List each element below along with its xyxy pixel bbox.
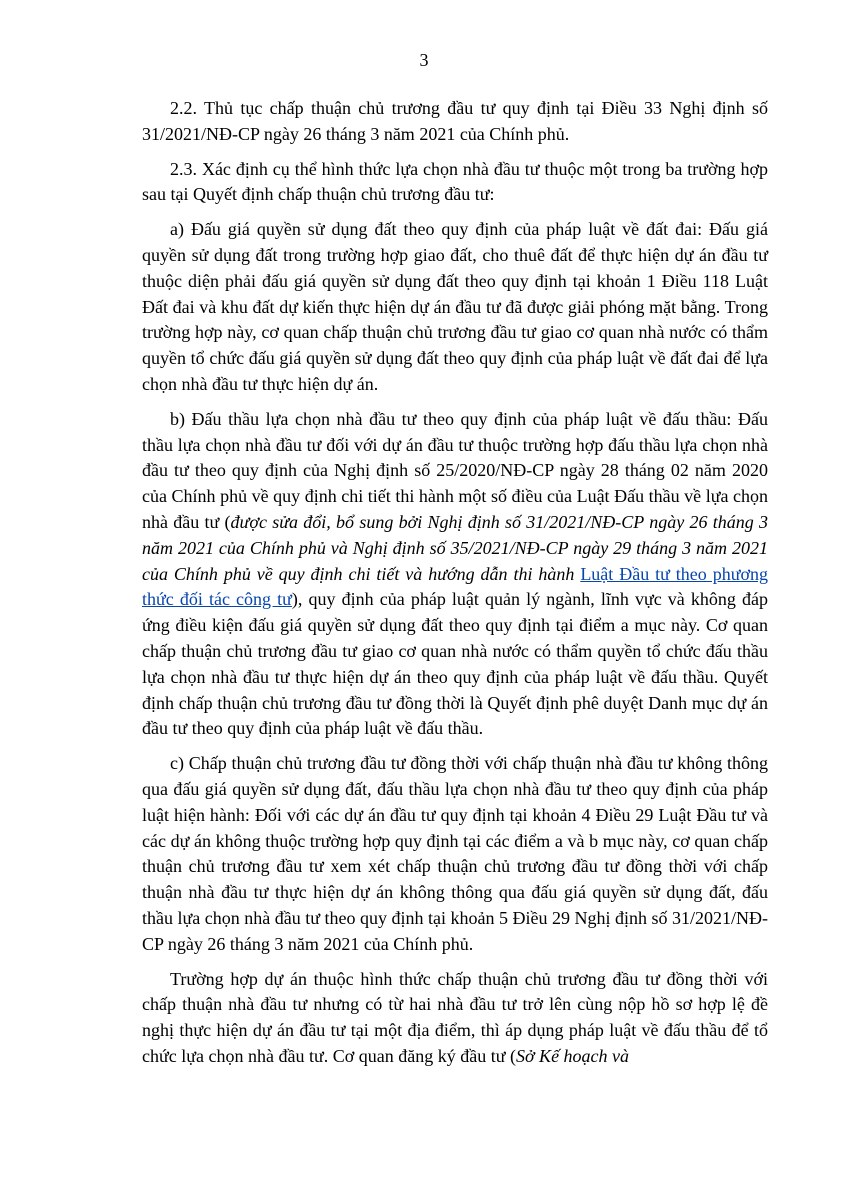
paragraph-a: a) Đấu giá quyền sử dụng đất theo quy định của pháp luật về đất đai: Đấu giá quyền sử dụng đất trong trường hợp giao đất, cho thuê đất để thực hiện dự án đầu tư thuộc diện phải đấu giá quyền sử dụng đất theo quy định tại khoản 1 Điều 118 Luật Đất đai và khu đất dự kiến thực hiện dự án đầu tư đã được giải phóng mặt bằng. Trong trường hợp này, cơ quan chấp thuận chủ trương đầu tư giao cơ quan nhà nước có thẩm quyền tổ chức đấu giá quyền sử dụng đất theo quy định của pháp luật về đất đai để lựa chọn nhà đầu tư thực hiện dự án. <box>142 219 768 394</box>
paragraph-case <box>142 967 768 1070</box>
paragraph-c: c) Chấp thuận chủ trương đầu tư đồng thời với chấp thuận nhà đầu tư không thông qua đấu giá quyền sử dụng đất, đấu thầu lựa chọn nhà đầu tư theo quy định của pháp luật hiện hành: Đối với các dự án đầu tư quy định tại khoản 4 Điều 29 Luật Đầu tư và các dự án không thuộc trường hợp quy định tại các điểm a và b mục này, cơ quan chấp thuận chủ trương đầu tư xem xét chấp thuận chủ trương đầu tư đồng thời với chấp thuận nhà đầu tư thực hiện dự án không thông qua đấu giá quyền sử dụng đất, đấu thầu lựa chọn nhà đầu tư theo quy định tại khoản 5 Điều 29 Nghị định số 31/2021/NĐ-CP ngày 26 tháng 3 năm 2021 của Chính phủ. <box>142 753 768 954</box>
paragraph-b-text: b) Đấu thầu lựa chọn nhà đầu tư theo quy định của pháp luật về đấu thầu: Đấu thầu lựa chọn nhà đầu tư đối với dự án đầu tư thuộc trường hợp đấu thầu lựa chọn nhà đầu tư theo quy định của Nghị định số 25/2020/NĐ-CP ngày 28 tháng 02 năm 2020 của Chính phủ về quy định chi tiết thi hành một số điều của Luật Đấu thầu về lựa chọn nhà đầu tư ( <box>142 408 768 532</box>
ppp-law-link[interactable]: Luật Đầu tư theo phương thức đối tác công tư <box>142 563 768 610</box>
paragraph-b-italic: được sửa đổi, bổ sung bởi Nghị định số 31/2021/NĐ-CP ngày 26 tháng 3 năm 2021 của Chính phủ và Nghị định số 35/2021/NĐ-CP ngày 29 tháng 3 năm 2021 của Chính phủ về quy định chi tiết và hướng dẫn thi hành <box>142 511 768 584</box>
paragraph-case-text: Trường hợp dự án thuộc hình thức chấp thuận chủ trương đầu tư đồng thời với chấp thuận nhà đầu tư nhưng có từ hai nhà đầu tư trở lên cùng nộp hồ sơ hợp lệ đề nghị thực hiện dự án đầu tư tại một địa điểm, thì áp dụng pháp luật về đấu thầu để tổ chức lựa chọn nhà đầu tư. Cơ quan đăng ký đầu tư ( <box>142 968 768 1066</box>
page-number: 3 <box>419 50 429 70</box>
document-body <box>142 96 768 1079</box>
paragraph-2-3: 2.3. Xác định cụ thể hình thức lựa chọn nhà đầu tư thuộc một trong ba trường hợp sau tại Quyết định chấp thuận chủ trương đầu tư: <box>142 158 768 205</box>
paragraph-2-2: 2.2. Thủ tục chấp thuận chủ trương đầu tư quy định tại Điều 33 Nghị định số 31/2021/NĐ-CP ngày 26 tháng 3 năm 2021 của Chính phủ. <box>142 98 768 144</box>
paragraph-b-text-end: ), quy định của pháp luật quản lý ngành, lĩnh vực và không đáp ứng điều kiện đấu giá quyền sử dụng đất theo quy định tại điểm a mục này. Cơ quan chấp thuận chủ trương đầu tư giao cơ quan nhà nước có thẩm quyền tổ chức đấu thầu lựa chọn nhà đầu tư thực hiện dự án theo quy định của pháp luật về đấu thầu. Quyết định chấp thuận chủ trương đầu tư đồng thời là Quyết định phê duyệt Danh mục dự án đầu tư theo quy định của pháp luật về đấu thầu. <box>142 589 768 739</box>
paragraph-case-italic: Sở Kế hoạch và <box>515 1045 630 1066</box>
paragraph-b <box>142 407 768 742</box>
